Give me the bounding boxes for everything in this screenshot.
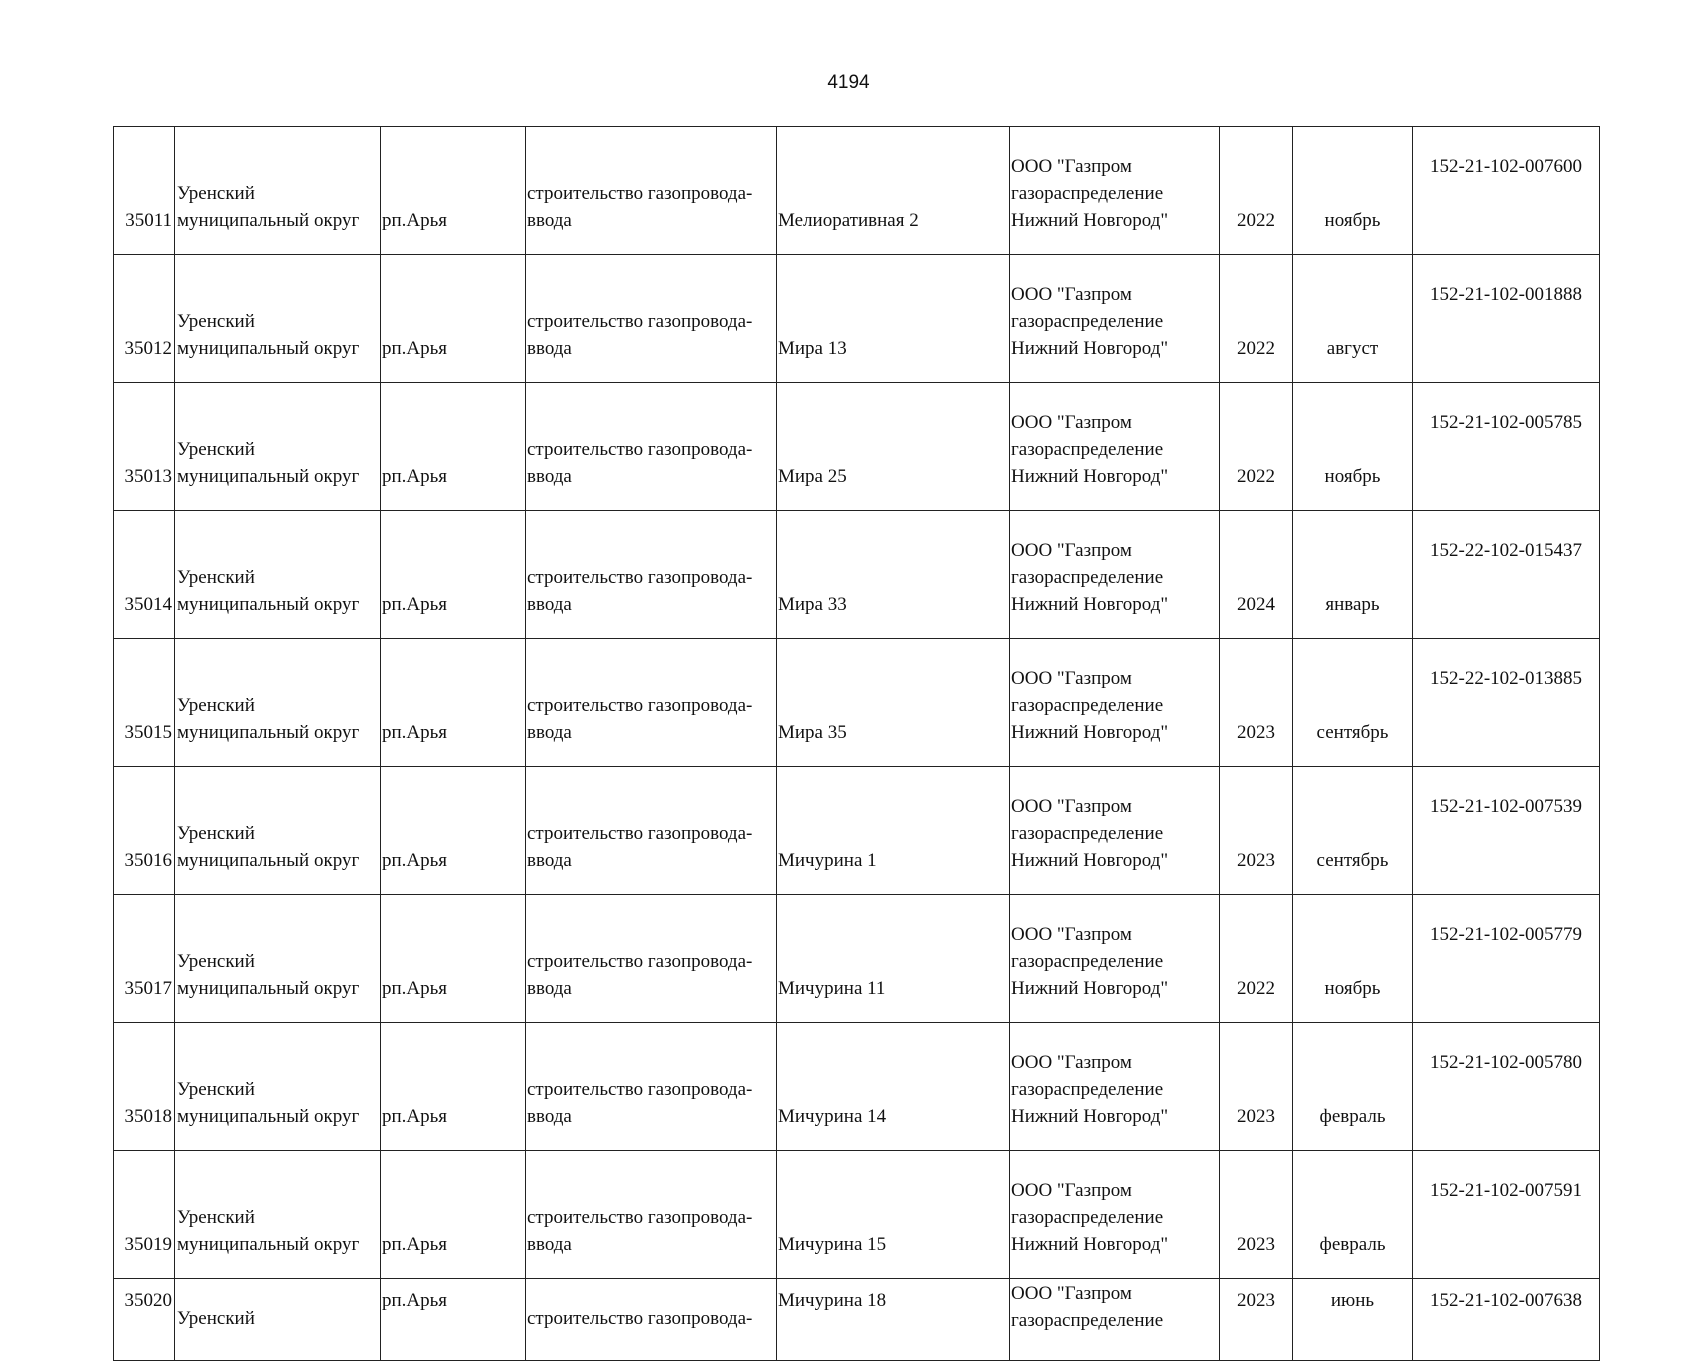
- settlement-cell: рп.Арья: [381, 1023, 526, 1151]
- work-type-cell: строительство газопровода- ввода: [526, 383, 777, 511]
- code-cell: 152-21-102-001888: [1413, 255, 1600, 383]
- settlement-cell: рп.Арья: [381, 1151, 526, 1279]
- organization-cell: ООО "Газпром газораспределение: [1010, 1279, 1220, 1361]
- table-row: [114, 639, 1600, 767]
- settlement-cell: рп.Арья: [381, 639, 526, 767]
- organization-cell: ООО "Газпром газораспределение Нижний Новгород": [1010, 767, 1220, 895]
- year-cell: 2022: [1220, 127, 1293, 255]
- work-type-cell: строительство газопровода- ввода: [526, 511, 777, 639]
- record-id-cell: 35014: [114, 511, 175, 639]
- address-cell: Мичурина 15: [777, 1151, 1010, 1279]
- settlement-cell: рп.Арья: [381, 895, 526, 1023]
- address-cell: Мичурина 1: [777, 767, 1010, 895]
- settlement-cell: рп.Арья: [381, 1279, 526, 1361]
- year-cell: 2023: [1220, 1279, 1293, 1361]
- municipality-cell: Уренский муниципальный округ: [175, 1151, 381, 1279]
- address-cell: Мичурина 14: [777, 1023, 1010, 1151]
- year-cell: 2022: [1220, 255, 1293, 383]
- work-type-cell: строительство газопровода-: [526, 1279, 777, 1361]
- organization-cell: ООО "Газпром газораспределение Нижний Новгород": [1010, 639, 1220, 767]
- page-number: 4194: [827, 72, 870, 93]
- code-cell: 152-21-102-005780: [1413, 1023, 1600, 1151]
- address-cell: Мира 13: [777, 255, 1010, 383]
- municipality-cell: Уренский: [175, 1279, 381, 1361]
- settlement-cell: рп.Арья: [381, 127, 526, 255]
- record-id-cell: 35020: [114, 1279, 175, 1361]
- table-row: [114, 767, 1600, 895]
- table-row-partial: [114, 1279, 1600, 1361]
- code-cell: 152-22-102-013885: [1413, 639, 1600, 767]
- settlement-cell: рп.Арья: [381, 767, 526, 895]
- code-cell: 152-21-102-007539: [1413, 767, 1600, 895]
- month-cell: ноябрь: [1293, 895, 1413, 1023]
- year-cell: 2022: [1220, 895, 1293, 1023]
- month-cell: ноябрь: [1293, 383, 1413, 511]
- municipality-cell: Уренский муниципальный округ: [175, 255, 381, 383]
- year-cell: 2024: [1220, 511, 1293, 639]
- table-row: [114, 1151, 1600, 1279]
- month-cell: июнь: [1293, 1279, 1413, 1361]
- table-row: [114, 511, 1600, 639]
- record-id-cell: 35019: [114, 1151, 175, 1279]
- record-id-cell: 35011: [114, 127, 175, 255]
- work-type-cell: строительство газопровода- ввода: [526, 127, 777, 255]
- month-cell: январь: [1293, 511, 1413, 639]
- settlement-cell: рп.Арья: [381, 383, 526, 511]
- record-id-cell: 35016: [114, 767, 175, 895]
- record-id-cell: 35017: [114, 895, 175, 1023]
- municipality-cell: Уренский муниципальный округ: [175, 511, 381, 639]
- organization-cell: ООО "Газпром газораспределение Нижний Новгород": [1010, 383, 1220, 511]
- code-cell: 152-22-102-015437: [1413, 511, 1600, 639]
- record-id-cell: 35012: [114, 255, 175, 383]
- code-cell: 152-21-102-007638: [1413, 1279, 1600, 1361]
- month-cell: февраль: [1293, 1023, 1413, 1151]
- month-cell: август: [1293, 255, 1413, 383]
- table-row: [114, 255, 1600, 383]
- organization-cell: ООО "Газпром газораспределение Нижний Новгород": [1010, 511, 1220, 639]
- year-cell: 2023: [1220, 1151, 1293, 1279]
- table-row: [114, 127, 1600, 255]
- month-cell: сентябрь: [1293, 639, 1413, 767]
- work-type-cell: строительство газопровода- ввода: [526, 767, 777, 895]
- address-cell: Мичурина 18: [777, 1279, 1010, 1361]
- work-type-cell: строительство газопровода- ввода: [526, 1151, 777, 1279]
- code-cell: 152-21-102-005785: [1413, 383, 1600, 511]
- organization-cell: ООО "Газпром газораспределение Нижний Новгород": [1010, 127, 1220, 255]
- municipality-cell: Уренский муниципальный округ: [175, 383, 381, 511]
- table-row: [114, 1023, 1600, 1151]
- municipality-cell: Уренский муниципальный округ: [175, 767, 381, 895]
- year-cell: 2023: [1220, 1023, 1293, 1151]
- settlement-cell: рп.Арья: [381, 511, 526, 639]
- address-cell: Мира 33: [777, 511, 1010, 639]
- year-cell: 2022: [1220, 383, 1293, 511]
- organization-cell: ООО "Газпром газораспределение Нижний Новгород": [1010, 1023, 1220, 1151]
- gas-connection-table: [113, 126, 1600, 1361]
- year-cell: 2023: [1220, 639, 1293, 767]
- municipality-cell: Уренский муниципальный округ: [175, 639, 381, 767]
- record-id-cell: 35018: [114, 1023, 175, 1151]
- settlement-cell: рп.Арья: [381, 255, 526, 383]
- work-type-cell: строительство газопровода- ввода: [526, 1023, 777, 1151]
- organization-cell: ООО "Газпром газораспределение Нижний Новгород": [1010, 1151, 1220, 1279]
- address-cell: Мира 35: [777, 639, 1010, 767]
- organization-cell: ООО "Газпром газораспределение Нижний Новгород": [1010, 895, 1220, 1023]
- code-cell: 152-21-102-005779: [1413, 895, 1600, 1023]
- address-cell: Мичурина 11: [777, 895, 1010, 1023]
- work-type-cell: строительство газопровода- ввода: [526, 255, 777, 383]
- table-row: [114, 383, 1600, 511]
- month-cell: сентябрь: [1293, 767, 1413, 895]
- address-cell: Мира 25: [777, 383, 1010, 511]
- municipality-cell: Уренский муниципальный округ: [175, 895, 381, 1023]
- address-cell: Мелиоративная 2: [777, 127, 1010, 255]
- municipality-cell: Уренский муниципальный округ: [175, 127, 381, 255]
- record-id-cell: 35013: [114, 383, 175, 511]
- organization-cell: ООО "Газпром газораспределение Нижний Новгород": [1010, 255, 1220, 383]
- work-type-cell: строительство газопровода- ввода: [526, 639, 777, 767]
- code-cell: 152-21-102-007600: [1413, 127, 1600, 255]
- work-type-cell: строительство газопровода- ввода: [526, 895, 777, 1023]
- code-cell: 152-21-102-007591: [1413, 1151, 1600, 1279]
- month-cell: ноябрь: [1293, 127, 1413, 255]
- record-id-cell: 35015: [114, 639, 175, 767]
- municipality-cell: Уренский муниципальный округ: [175, 1023, 381, 1151]
- table-row: [114, 895, 1600, 1023]
- month-cell: февраль: [1293, 1151, 1413, 1279]
- year-cell: 2023: [1220, 767, 1293, 895]
